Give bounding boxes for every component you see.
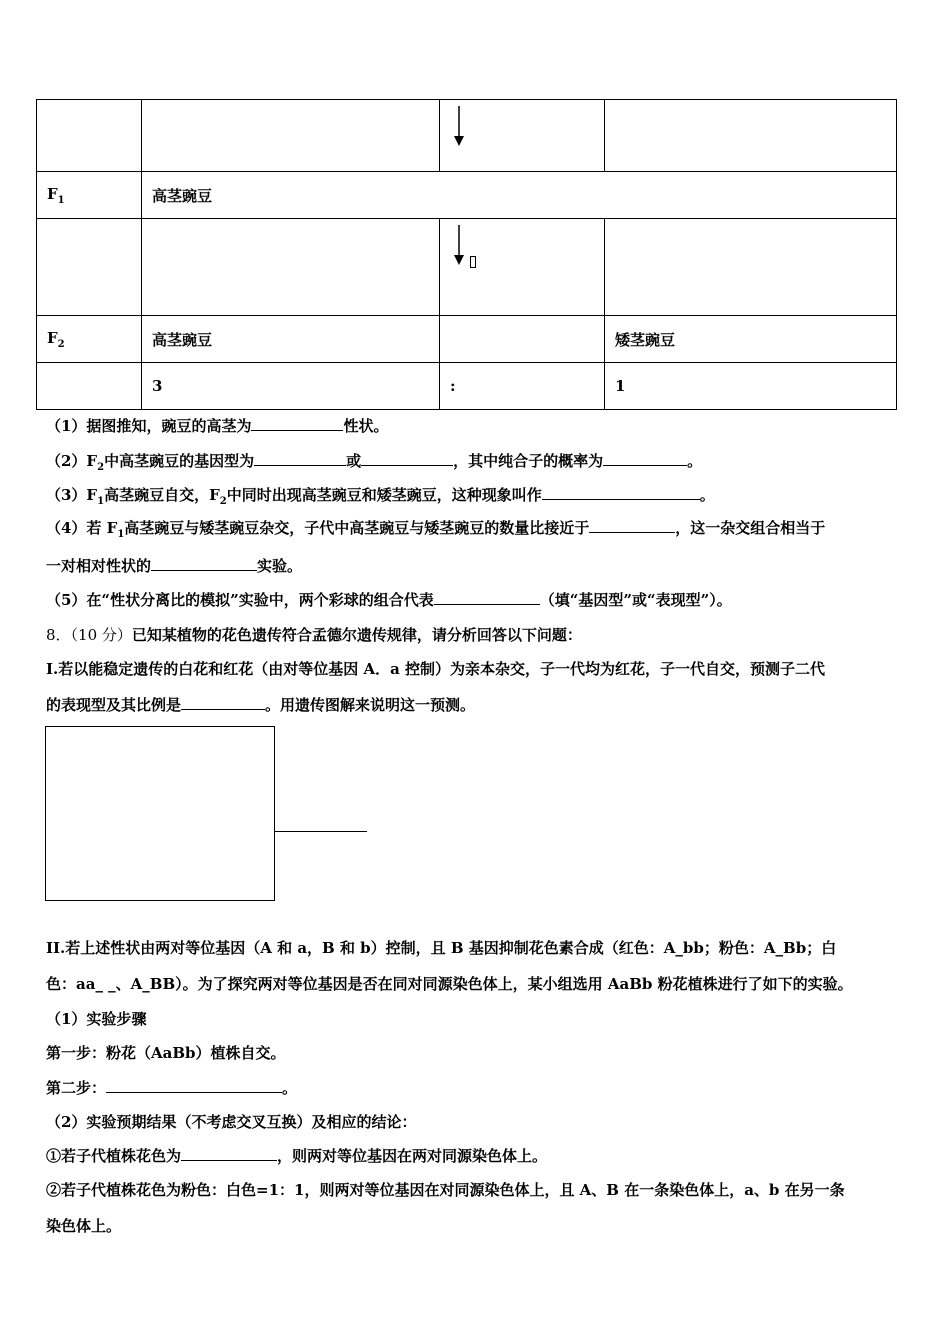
table-row [37, 363, 897, 410]
table-cell [142, 100, 440, 172]
genetic-diagram-answer-box[interactable] [45, 726, 275, 901]
ratio-right: 1 [605, 363, 897, 410]
table-row [37, 316, 897, 363]
table-row [37, 219, 897, 316]
table-cell [440, 219, 605, 316]
q7-part5: （5）在“性状分离比的模拟”实验中，两个彩球的组合代表 （填“基因型”或“表现型”）。 [46, 591, 732, 609]
table-cell [605, 219, 897, 316]
f1-label: $F_1$ [37, 172, 142, 219]
answer-blank[interactable] [251, 416, 343, 431]
table-cell [37, 100, 142, 172]
down-arrow-icon [452, 106, 466, 146]
f2-short: 矮茎豌豆 [605, 316, 897, 363]
table-cell [37, 363, 142, 410]
q7-part2: $(2)F_2$中高茎豌豆的基因型为 或 ，其中纯合子的概率为 。 [46, 452, 703, 473]
q8-result1: ①若子代植株花色为 ，则两对等位基因在两对同源染色体上。 [46, 1147, 548, 1165]
table-cell [37, 219, 142, 316]
f1-phenotype: 高茎豌豆 [142, 172, 897, 219]
f2-label: $F_2$ [37, 316, 142, 363]
table-cell [440, 316, 605, 363]
placeholder-box-icon [470, 256, 476, 268]
table-cell [605, 100, 897, 172]
table-cell [142, 219, 440, 316]
q8-part-I: I.若以能稳定遗传的白花和红花（由对等位基因 A．a 控制）为亲本杂交，子一代均为红花，子一代自交，预测子二代 [46, 660, 826, 678]
answer-blank[interactable] [151, 556, 257, 571]
ratio-separator: : [440, 363, 605, 410]
answer-blank[interactable] [254, 451, 346, 466]
q8-step-heading: （1）实验步骤 [46, 1010, 147, 1028]
answer-blank[interactable] [434, 590, 540, 605]
q8-part-II: II.若上述性状由两对等位基因（A 和 a，B 和 b）控制，且 B 基因抑制花色素合成（红色：A_bb；粉色：A_Bb；白 [46, 939, 837, 957]
q8-results-heading: （2）实验预期结果（不考虑交叉互换）及相应的结论： [46, 1113, 417, 1131]
answer-blank[interactable] [181, 1146, 277, 1161]
ratio-left: 3 [142, 363, 440, 410]
answer-blank[interactable] [589, 518, 675, 533]
q7-part4: （4）若 $F_1$高茎豌豆与矮茎豌豆杂交，子代中高茎豌豆与矮茎豌豆的数量比接近于 ，这一杂交组合相当于 [46, 519, 826, 540]
q8-part-II-cont: 色：aa_ _、A_BB）。为了探究两对等位基因是否在同对同源染色体上，某小组选用 AaBb 粉花植株进行了如下的实验。 [46, 975, 853, 993]
q8-result2-cont: 染色体上。 [46, 1217, 122, 1235]
f2-tall: 高茎豌豆 [142, 316, 440, 363]
q7-part4-cont: 一对相对性状的 实验。 [46, 557, 303, 575]
answer-blank[interactable] [275, 831, 367, 832]
q8-title: 8．（10 分）已知某植物的花色遗传符合孟德尔遗传规律，请分析回答以下问题： [46, 626, 582, 644]
answer-blank[interactable] [106, 1078, 282, 1093]
down-arrow-icon [452, 225, 466, 267]
q8-step2: 第二步： 。 [46, 1079, 298, 1097]
q8-part-I-cont: 的表现型及其比例是 。用遗传图解来说明这一预测。 [46, 696, 476, 714]
q7-part1: （1）据图推知，豌豆的高茎为 性状。 [46, 417, 389, 435]
genetics-cross-table [36, 99, 897, 410]
answer-blank[interactable] [361, 451, 453, 466]
table-row [37, 172, 897, 219]
answer-blank[interactable] [542, 485, 700, 500]
table-row [37, 100, 897, 172]
table-cell [440, 100, 605, 172]
answer-blank[interactable] [603, 451, 687, 466]
q8-result2: ②若子代植株花色为粉色：白色=1：1，则两对等位基因在对同源染色体上，且 A、B 在一条染色体上，a、b 在另一条 [46, 1181, 845, 1199]
q8-step1: 第一步：粉花（AaBb）植株自交。 [46, 1044, 286, 1062]
q7-part3: $(3)F_1$高茎豌豆自交，$F_2$中同时出现高茎豌豆和矮茎豌豆，这种现象叫作 。 [46, 486, 715, 507]
answer-blank[interactable] [181, 695, 265, 710]
